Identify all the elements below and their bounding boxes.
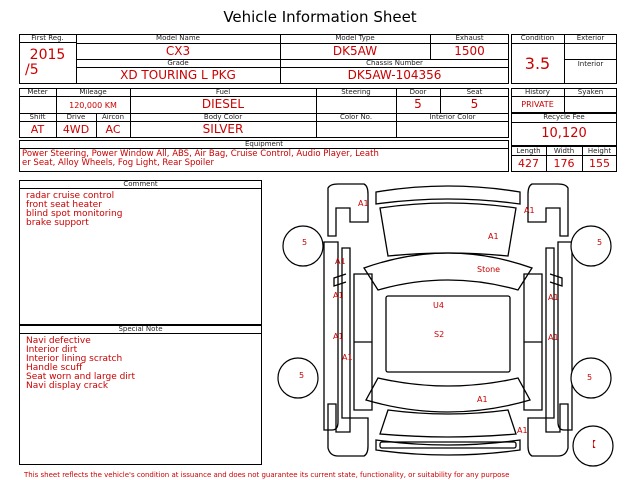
damage-mark: A1 <box>548 333 559 342</box>
equipment-line: Power Steering, Power Window All, ABS, Air Bag, Cruise Control, Audio Player, Leath <box>22 149 379 159</box>
condition-value: 3.5 <box>524 54 551 73</box>
steering-label: Steering <box>341 88 371 96</box>
first-reg-label: First Reg. <box>31 34 64 42</box>
exterior-label: Exterior <box>576 34 605 42</box>
shift-value: AT <box>30 123 45 136</box>
width-value: 176 <box>553 157 575 170</box>
damage-mark: A1 <box>335 257 346 266</box>
model-name-label: Model Name <box>156 34 200 42</box>
history-label: History <box>525 88 550 96</box>
panel-left-front-fender <box>328 184 368 236</box>
damage-mark: U4 <box>433 301 444 310</box>
panel-roof <box>386 296 510 372</box>
model-name-value: CX3 <box>165 44 191 58</box>
syaken-label: Syaken <box>577 88 604 96</box>
comment-line: brake support <box>26 218 89 228</box>
damage-mark: A1 <box>524 206 535 215</box>
damage-mark: 5 <box>597 238 603 247</box>
meter-label: Meter <box>27 88 48 96</box>
damage-mark: A1 <box>517 426 528 435</box>
model-type-label: Model Type <box>335 34 375 42</box>
comment-line: blind spot monitoring <box>26 209 123 219</box>
width-label: Width <box>553 147 575 155</box>
seat-label: Seat <box>466 88 483 96</box>
door-value: 5 <box>414 97 422 111</box>
mileage-value: 120,000 KM <box>69 101 117 110</box>
damage-mark: A1 <box>333 291 344 300</box>
aircon-label: Aircon <box>101 113 125 121</box>
height-label: Height <box>587 147 612 155</box>
wheel-rear-left-icon <box>278 358 318 398</box>
first-reg-year: 2015 <box>29 47 66 63</box>
body-color-label: Body Color <box>203 113 243 121</box>
disclaimer: This sheet reflects the vehicle's condition at issuance and does not guarantee its current state, functionality, or suitability for any purpose <box>24 471 510 479</box>
comment-list <box>26 192 122 228</box>
damage-mark: A1 <box>477 395 488 404</box>
interior-label: Interior <box>577 60 604 68</box>
special-note-line: Navi defective <box>26 336 91 346</box>
special-note-list <box>26 337 135 391</box>
special-note-line: Handle scuff <box>26 363 83 373</box>
chassis-value: DK5AW-104356 <box>347 68 442 82</box>
damage-mark: A1 <box>488 232 499 241</box>
grade-value: XD TOURING L PKG <box>120 68 236 82</box>
length-value: 427 <box>518 157 539 170</box>
recycle-fee-label: Recycle Fee <box>543 113 585 121</box>
damage-mark: Stone <box>477 265 501 274</box>
damage-mark: 【 <box>588 440 596 449</box>
damage-mark: A1 <box>548 293 559 302</box>
interior-color-label: Interior Color <box>429 113 476 121</box>
exhaust-value: 1500 <box>454 44 485 58</box>
history-value: PRIVATE <box>521 100 554 109</box>
aircon-value: AC <box>105 123 121 136</box>
panel-front-bumper <box>376 186 520 204</box>
condition-label: Condition <box>520 34 555 42</box>
length-label: Length <box>516 147 541 155</box>
color-no-label: Color No. <box>339 113 373 121</box>
damage-mark: 5 <box>302 238 308 247</box>
drive-value: 4WD <box>62 123 90 136</box>
exhaust-label: Exhaust <box>455 34 484 42</box>
damage-mark: A1 <box>342 353 353 362</box>
wheel-front-right-icon <box>571 226 611 266</box>
damage-mark: S2 <box>434 330 445 339</box>
sheet-title: Vehicle Information Sheet <box>223 8 417 26</box>
panel-right-side <box>558 242 572 430</box>
drive-label: Drive <box>66 113 86 121</box>
door-label: Door <box>409 88 427 96</box>
comment-line: front seat heater <box>26 200 102 210</box>
height-value: 155 <box>589 157 610 170</box>
mileage-label: Mileage <box>79 88 107 96</box>
seat-value: 5 <box>470 97 479 111</box>
model-type-value: DK5AW <box>332 44 378 58</box>
body-color-value: SILVER <box>202 122 244 136</box>
fuel-label: Fuel <box>215 88 231 96</box>
grade-label: Grade <box>167 59 189 67</box>
first-reg-month: /5 <box>25 62 39 78</box>
recycle-fee-value: 10,120 <box>541 126 587 141</box>
panel-rear-gate <box>380 410 516 437</box>
comment-label: Comment <box>123 180 158 188</box>
damage-mark: A1 <box>333 332 344 341</box>
equipment-label: Equipment <box>245 140 283 148</box>
chassis-label: Chassis Number <box>366 59 423 67</box>
equipment-text <box>22 150 508 168</box>
damage-mark: 5 <box>299 371 305 380</box>
damage-mark: A1 <box>358 199 369 208</box>
fuel-value: DIESEL <box>201 97 245 111</box>
damage-mark: 5 <box>587 373 593 382</box>
equipment-line: er Seat, Alloy Wheels, Fog Light, Rear Spoiler <box>22 158 215 168</box>
special-note-line: Seat worn and large dirt <box>26 372 136 382</box>
panel-rear-window <box>366 378 530 412</box>
shift-label: Shift <box>29 113 46 121</box>
special-note-label: Special Note <box>118 325 163 333</box>
comment-line: radar cruise control <box>26 191 115 201</box>
panel-hood <box>380 203 516 256</box>
special-note-line: Navi display crack <box>26 381 109 391</box>
car-damage-diagram <box>268 178 630 468</box>
special-note-line: Interior lining scratch <box>26 354 123 364</box>
special-note-line: Interior dirt <box>26 345 78 355</box>
panel-windshield <box>364 253 532 290</box>
